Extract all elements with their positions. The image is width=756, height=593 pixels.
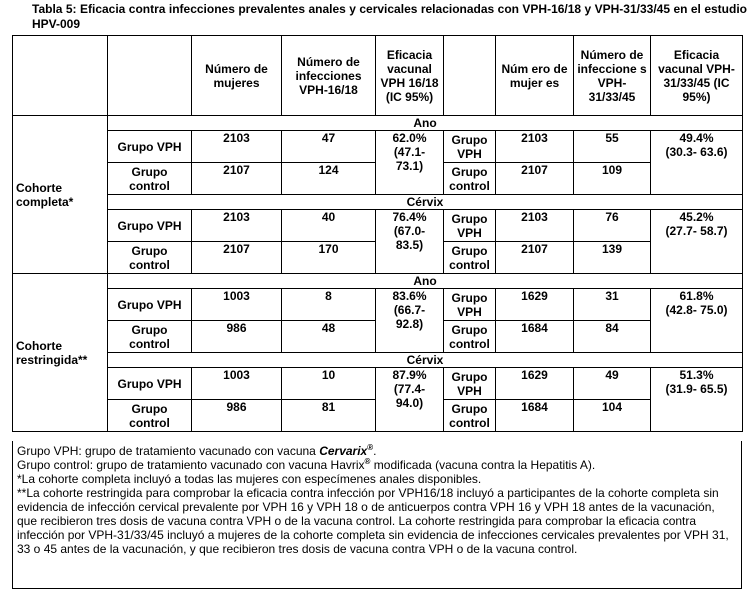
group-label: Grupo VPH <box>108 210 192 242</box>
group-label: Grupo VPH <box>108 289 192 321</box>
cell-inf2: 76 <box>574 210 651 242</box>
cell-eff1 <box>376 289 444 353</box>
cell-eff2 <box>651 210 743 274</box>
header-empty <box>108 36 192 116</box>
site-row <box>13 274 743 289</box>
cohort-label: Cohorte completa* <box>13 116 108 274</box>
cell-inf2: 104 <box>574 400 651 432</box>
cell-n1: 2103 <box>192 131 282 163</box>
table-row <box>13 368 743 400</box>
footnotes <box>12 441 742 589</box>
cell-eff1 <box>376 210 444 274</box>
eff1-ci: (66.7- 92.8) <box>393 303 426 331</box>
cell-n1: 2103 <box>192 210 282 242</box>
cell-inf1: 170 <box>282 242 376 274</box>
cell-inf2: 84 <box>574 321 651 353</box>
cell-n1: 1003 <box>192 368 282 400</box>
site-label: Ano <box>108 116 743 131</box>
note-text: Grupo VPH: grupo de tratamiento vacunado con vacuna <box>17 444 320 458</box>
cell-inf1: 40 <box>282 210 376 242</box>
eff2-ci: (42.8- 75.0) <box>665 303 728 317</box>
group-label: Grupo VPH <box>444 210 496 242</box>
cell-inf1: 124 <box>282 163 376 195</box>
group-label: Grupo control <box>108 321 192 353</box>
eff2-value: 51.3% <box>679 368 714 382</box>
cell-inf2: 49 <box>574 368 651 400</box>
cell-n2: 2107 <box>496 242 574 274</box>
header-n-mujeres-vph16-18: Número de mujeres <box>192 36 282 116</box>
table-title: Tabla 5: Eficacia contra infecciones prevalentes anales y cervicales relacionadas con VPH-16/18 y VPH-31/33/45 en el estudio HPV-009 <box>32 2 747 31</box>
eff1-value: 62.0% <box>392 131 427 145</box>
header-n-infecciones-vph16-18: Número de infecciones VPH-16/18 <box>282 36 376 116</box>
header-eficacia-vph16-18: Eficacia vacunal VPH 16/18 (IC 95%) <box>376 36 444 116</box>
group-label: Grupo VPH <box>108 131 192 163</box>
site-label: Cérvix <box>108 195 743 210</box>
eff1-value: 83.6% <box>392 289 427 303</box>
eff2-ci: (27.7- 58.7) <box>665 224 728 238</box>
cell-inf1: 81 <box>282 400 376 432</box>
cell-inf2: 139 <box>574 242 651 274</box>
eff1-ci: (77.4- 94.0) <box>393 382 426 410</box>
header-empty <box>13 36 108 116</box>
eff2-value: 45.2% <box>679 210 714 224</box>
group-label: Grupo control <box>444 400 496 432</box>
site-row <box>13 116 743 131</box>
group-label: Grupo VPH <box>444 131 496 163</box>
group-label: Grupo control <box>108 242 192 274</box>
header-n-mujeres-vph31-33-45: Núm ero de mujer es <box>496 36 574 116</box>
group-label: Grupo control <box>108 163 192 195</box>
eff2-value: 49.4% <box>679 131 714 145</box>
cell-n2: 1684 <box>496 321 574 353</box>
cell-n2: 1629 <box>496 368 574 400</box>
table-row <box>13 289 743 321</box>
eff2-ci: (31.9- 65.5) <box>665 382 728 396</box>
cell-eff1 <box>376 131 444 195</box>
cell-inf1: 8 <box>282 289 376 321</box>
footnote-grupo-vph <box>17 444 737 458</box>
footnote-cohorte-completa: *La cohorte completa incluyó a todas las mujeres con especímenes anales disponibles. <box>17 472 482 486</box>
cell-n1: 1003 <box>192 289 282 321</box>
cell-inf2: 55 <box>574 131 651 163</box>
cell-eff2 <box>651 289 743 353</box>
cell-n1: 986 <box>192 400 282 432</box>
group-label: Grupo control <box>444 163 496 195</box>
cell-inf1: 47 <box>282 131 376 163</box>
registered-mark: ® <box>367 443 374 452</box>
group-label: Grupo VPH <box>444 289 496 321</box>
cell-n2: 2107 <box>496 163 574 195</box>
group-label: Grupo VPH <box>108 368 192 400</box>
group-label: Grupo control <box>444 242 496 274</box>
group-label: Grupo control <box>108 400 192 432</box>
note-text: . <box>373 444 377 458</box>
cell-n1: 2107 <box>192 163 282 195</box>
cell-n2: 1684 <box>496 400 574 432</box>
registered-mark: ® <box>364 457 371 466</box>
note-text: modificada (vacuna contra la Hepatitis A). <box>370 458 596 472</box>
brand-name: Cervarix <box>319 444 368 458</box>
cell-n2: 2103 <box>496 210 574 242</box>
cohort-label: Cohorte restringida** <box>13 274 108 432</box>
header-row <box>13 36 743 116</box>
cell-eff2 <box>651 368 743 432</box>
cell-inf2: 31 <box>574 289 651 321</box>
cell-n1: 2107 <box>192 242 282 274</box>
eff2-ci: (30.3- 63.6) <box>665 145 728 159</box>
cell-eff2 <box>651 131 743 195</box>
site-row <box>13 353 743 368</box>
eff2-value: 61.8% <box>679 289 714 303</box>
footnote-cohorte-restringida: **La cohorte restringida para comprobar la eficacia contra infección por VPH16/18 incluyó a participantes de la cohorte completa sin evidencia de infección cervical prevalente por VPH 16 y VPH 18 o de anticuerpos contra VPH 16 y VPH 18 antes de la vacunación, que recibieron tres dosis de vacuna contra VPH o de la vacuna control. La cohorte restringida para comprobar la eficacia contra infección por VPH-31/33/45 incluyó a mujeres de la cohorte completa sin evidencia de infecciones cervicales prevalentes por VPH 31, 33 o 45 antes de la vacunación, y que recibieron tres dosis de vacuna contra VPH o de la vacuna control. <box>17 486 729 556</box>
table-row <box>13 131 743 163</box>
cell-n1: 986 <box>192 321 282 353</box>
cell-n2: 2103 <box>496 131 574 163</box>
note-text: Grupo control: grupo de tratamiento vacunado con vacuna Havrix <box>17 458 365 472</box>
eff1-ci: (47.1- 73.1) <box>393 145 426 173</box>
header-eficacia-vph31-33-45: Eficacia vacunal VPH-31/33/45 (IC 95%) <box>651 36 743 116</box>
cell-eff1 <box>376 368 444 432</box>
cell-inf1: 48 <box>282 321 376 353</box>
cell-n2: 1629 <box>496 289 574 321</box>
site-label: Cérvix <box>108 353 743 368</box>
eff1-ci: (67.0- 83.5) <box>393 224 426 252</box>
footnote-grupo-control <box>17 458 737 472</box>
site-label: Ano <box>108 274 743 289</box>
site-row <box>13 195 743 210</box>
header-n-infecciones-vph31-33-45: Número de infeccione s VPH-31/33/45 <box>574 36 651 116</box>
eff1-value: 76.4% <box>392 210 427 224</box>
efficacy-table <box>12 35 743 432</box>
group-label: Grupo control <box>444 321 496 353</box>
eff1-value: 87.9% <box>392 368 427 382</box>
cell-inf2: 109 <box>574 163 651 195</box>
group-label: Grupo VPH <box>444 368 496 400</box>
table-row <box>13 210 743 242</box>
header-empty <box>444 36 496 116</box>
cell-inf1: 10 <box>282 368 376 400</box>
